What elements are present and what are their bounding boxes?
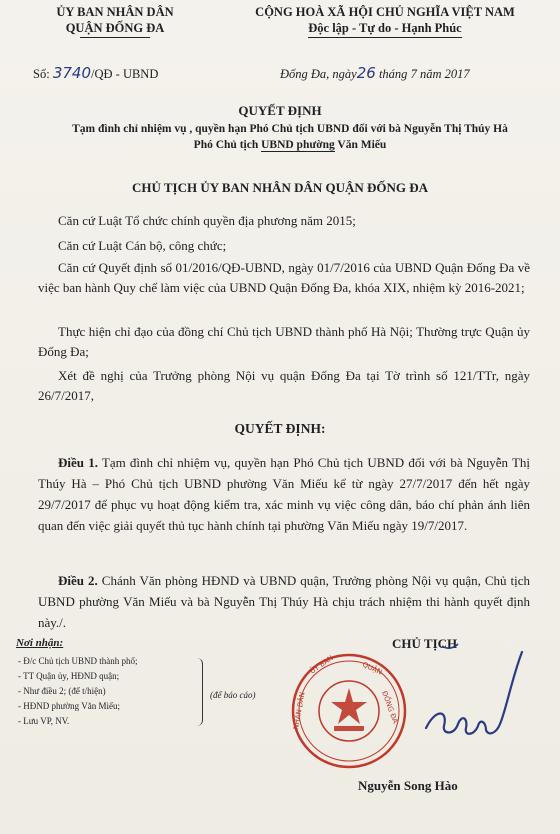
article-2-text: Chánh Văn phòng HĐND và UBND quận, Trưởng phòng Nội vụ quận, Chủ tịch UBND phường Văn Miếu và bà Nguyễn Thị Thúy Hà chịu trách nhiệm thi hành quyết định này./. [38,573,531,630]
doc-number-handwritten: 3740 [52,64,91,82]
recipients-list [18,654,138,729]
basis-1: Căn cứ Luật Tổ chức chính quyền địa phương năm 2015; [58,213,356,228]
date-day: 26 [356,64,376,82]
subtitle-line1: Tạm đình chỉ nhiệm vụ , quyền hạn Phó Chủ tịch UBND đối với bà Nguyễn Thị Thúy Hà [72,123,508,135]
recipient-item: - Đ/c Chủ tịch UBND thành phố; [18,656,138,666]
recipients-brace [196,658,203,726]
date-month: 7 [410,67,417,81]
doc-number-prefix: Số: [33,67,50,81]
date-month-label: tháng [378,67,408,81]
recipients-heading: Nơi nhận: [16,637,64,649]
date-year-label: năm [419,67,442,81]
document-number [33,64,158,82]
basis-2: Căn cứ Luật Cán bộ, công chức; [58,238,227,253]
official-seal [290,652,408,770]
recipient-item: - Lưu VP, NV. [18,716,70,726]
recipient-item: - TT Quận ủy, HĐND quận; [18,671,120,681]
svg-text:NHÂN DÂN: NHÂN DÂN [292,691,307,731]
svg-text:ỦY BAN: ỦY BAN [308,653,335,676]
national-header [215,4,555,38]
article-2-label: Điều 2. [58,573,98,588]
svg-text:ĐỐNG ĐA: ĐỐNG ĐA [380,689,400,725]
issuing-authority [10,4,220,38]
issuer-heading: CHỦ TỊCH ỦY BAN NHÂN DÂN QUẬN ĐỐNG ĐA [131,180,429,195]
recipients-note: (để báo cáo) [210,690,256,700]
article-1 [38,452,530,536]
article-1-label: Điều 1. [58,455,98,470]
doc-number-suffix: /QĐ - UBND [91,67,159,81]
date-year: 2017 [444,67,470,81]
basis-5: Xét đề nghị của Trưởng phòng Nội vụ quận Đống Đa tại Tờ trình số 121/TTr, ngày 26/7/2017, [38,368,530,403]
signature-title: CHỦ TỊCH [392,636,458,651]
authority-line1: ỦY BAN NHÂN DÂN [56,5,174,19]
issue-date [280,64,470,82]
basis-4: Thực hiện chỉ đạo của đồng chí Chủ tịch UBND thành phố Hà Nội; Thường trực Quận ủy Đống Đa; [38,324,530,359]
article-2 [38,570,530,633]
document-title: QUYẾT ĐỊNH [238,103,322,118]
authority-line2: QUẬN ĐỐNG ĐA [65,21,165,35]
recipient-item: - HĐND phường Văn Miếu; [18,701,120,711]
national-motto: Độc lập - Tự do - Hạnh Phúc [308,20,461,38]
recipient-item: - Như điều 2; (để t/hiện) [18,686,106,696]
date-place: Đống Đa, ngày [280,67,357,81]
document-subtitle [40,121,540,153]
svg-text:QUẬN: QUẬN [361,660,384,677]
basis-3: Căn cứ Quyết định số 01/2016/QĐ-UBND, ngày 01/7/2016 của UBND Quận Đống Đa về việc ban hành Quy chế làm việc của UBND Quận Đống Đa, khóa XIX, nhiệm kỳ 2016-2021; [38,260,530,295]
decision-heading: QUYẾT ĐỊNH: [234,421,326,436]
nation-title: CỘNG HOÀ XÃ HỘI CHỦ NGHĨA VIỆT NAM [255,5,515,19]
subtitle-line2: Phó Chủ tịch UBND phường Văn Miếu [193,139,387,151]
article-1-text: Tạm đình chỉ nhiệm vụ, quyền hạn Phó Chủ tịch UBND đối với bà Nguyễn Thị Thúy Hà – Phó Chủ tịch UBND phường Văn Miếu kể từ ngày 27/7/2017 đến hết ngày 29/7/2017 để phục vụ hoạt động kiểm tra, xác minh vụ việc công dân, báo chí phản ánh liên quan đến việc giải quyết thủ tục hành chính tại phường Văn Miếu ngày 19/7/2017. [38,455,530,533]
authority-underline [80,37,150,38]
handwritten-signature [418,638,538,768]
signer-name: Nguyễn Song Hào [358,778,458,793]
